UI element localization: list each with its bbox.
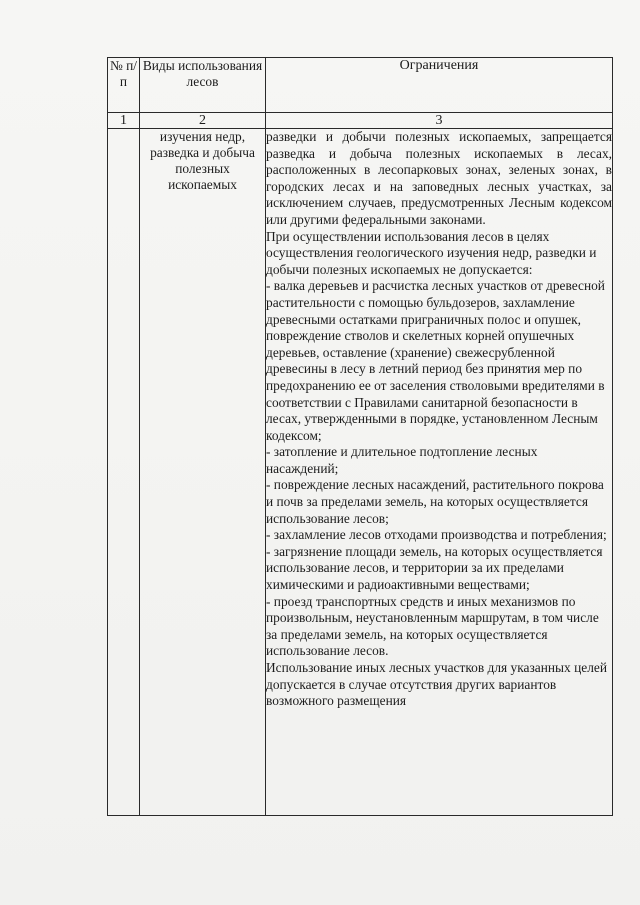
restriction-list-item: - валка деревьев и расчистка лесных участков от древесной растительности с помощью бульдозеров, захламление древесными остатками приграничных полос и опушек, повреждение стволов и скелетных корней опушечных деревьев, оставление (хранение) свежесрубленной древесины в лесу в летний период без принятия мер по предохранению ее от заселения стволовыми вредителями в соответствии с Правилами санитарной безопасности в лесах, утвержденными в порядке, установленном Лесным кодексом; [266,278,605,443]
column-number-1: 1 [108,113,140,129]
forest-use-type-cell: изучения недр, разведка и добыча полезных ископаемых [140,129,266,816]
restriction-paragraph: При осуществлении использования лесов в целях осуществления геологического изучения недр, разведки и добычи полезных ископаемых не допускается: [266,228,597,277]
restriction-list-item: - затопление и длительное подтопление лесных насаждений; [266,444,538,476]
restriction-paragraph: Использование иных лесных участков для указанных целей допускается в случае отсутствия других вариантов возможного размещения [266,660,607,709]
restrictions-cell [266,129,613,816]
restriction-list-item: - загрязнение площади земель, на которых осуществляется использование лесов, и территории за их пределами химическими и радиоактивными веществами; [266,543,603,593]
column-number-2: 2 [140,113,266,129]
restriction-paragraph: разведки и добычи полезных ископаемых, запрещается разведка и добыча полезных ископаемых в лесах, расположенных в лесопарковых зонах, зеленых зонах, в городских лесах и на заповедных лесных участках, за исключением случаев, предусмотренных Лесным кодексом или другими федеральными законами. [266,129,612,227]
table-row [108,129,613,816]
restriction-list-item: - повреждение лесных насаждений, растительного покрова и почв за пределами земель, на которых осуществляется использование лесов; [266,477,604,526]
column-numbering-row [108,113,613,129]
row-number-cell [108,129,140,816]
header-restrictions: Ограничения [266,58,613,113]
header-row [108,58,613,113]
restrictions-table [107,57,613,816]
restriction-list-item: - проезд транспортных средств и иных механизмов по произвольным, неустановленным маршрутам, в том числе за пределами земель, на которых осуществляется использование лесов. [266,593,599,659]
restriction-list-item: - захламление лесов отходами производства и потребления; [266,527,607,543]
header-forest-use-type: Виды использования лесов [140,58,266,113]
column-number-3: 3 [266,113,613,129]
header-number: № п/п [108,58,140,113]
